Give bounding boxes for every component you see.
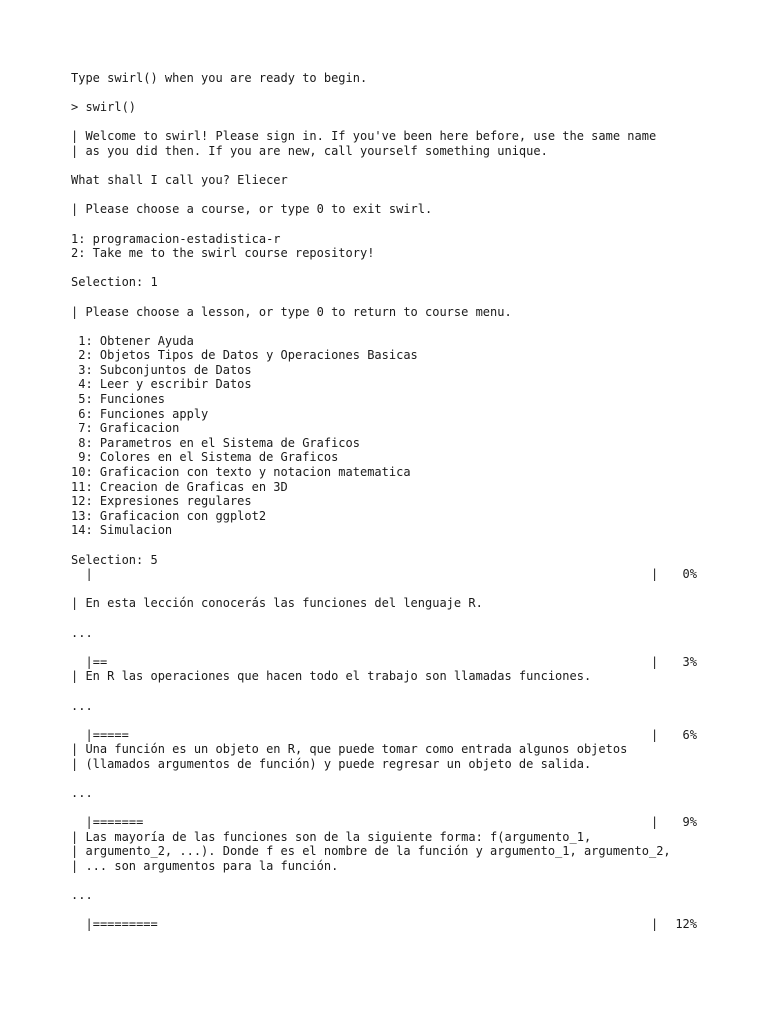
progress-bar-fill: | (85, 567, 93, 582)
console-line: What shall I call you? Eliecer (71, 173, 288, 188)
progress-bar-fill: |== (85, 654, 108, 669)
console-line: 5: Funciones (71, 392, 165, 407)
console-line: | Please choose a lesson, or type 0 to return to course menu. (71, 304, 512, 319)
console-line: 9: Colores en el Sistema de Graficos (71, 450, 339, 465)
progress-bar-end: | (651, 815, 659, 830)
blank-line (71, 903, 711, 918)
console-line: 8: Parametros en el Sistema de Graficos (71, 435, 360, 450)
progress-percent: 3% (682, 654, 697, 669)
progress-percent: 6% (682, 727, 697, 742)
console-line: | ... son argumentos para la función. (71, 859, 339, 874)
console-line: 1: Obtener Ayuda (71, 333, 194, 348)
console-line: Selection: 1 (71, 275, 158, 290)
progress-bar-fill: |======= (85, 815, 144, 830)
console-line: ... (71, 786, 93, 801)
blank-line (71, 188, 711, 203)
console-line: 12: Expresiones regulares (71, 494, 252, 509)
console-line: ... (71, 888, 93, 903)
console-line: > swirl() (71, 100, 137, 115)
lesson-progress-bar (71, 567, 711, 582)
progress-bar-fill: |===== (85, 727, 129, 742)
blank-line (71, 290, 711, 305)
console-line: 10: Graficacion con texto y notacion matematica (71, 465, 411, 480)
console-line: 7: Graficacion (71, 421, 180, 436)
console-line: | Welcome to swirl! Please sign in. If you've been here before, use the same name (71, 129, 657, 144)
blank-line (71, 640, 711, 655)
console-line: 2: Take me to the swirl course repository! (71, 246, 375, 261)
console-line: | Una función es un objeto en R, que puede tomar como entrada algunos objetos (71, 742, 628, 757)
console-line: | argumento_2, ...). Donde f es el nombre de la función y argumento_1, argumento_2, (71, 844, 671, 859)
console-line: 6: Funciones apply (71, 406, 209, 421)
progress-percent: 9% (682, 815, 697, 830)
console-line: | Please choose a course, or type 0 to exit swirl. (71, 202, 433, 217)
lesson-progress-bar (71, 728, 711, 743)
console-line: 11: Creacion de Graficas en 3D (71, 479, 288, 494)
blank-line (71, 874, 711, 889)
progress-bar-end: | (651, 917, 659, 932)
console-line: 4: Leer y escribir Datos (71, 377, 252, 392)
blank-line (71, 217, 711, 232)
lesson-progress-bar (71, 815, 711, 830)
lesson-progress-bar (71, 917, 711, 932)
console-line: Type swirl() when you are ready to begin. (71, 71, 368, 85)
lesson-progress-bar (71, 655, 711, 670)
console-line: 2: Objetos Tipos de Datos y Operaciones Basicas (71, 348, 418, 363)
console-line: | Las mayoría de las funciones son de la siguiente forma: f(argumento_1, (71, 829, 592, 844)
blank-line (71, 319, 711, 334)
blank-line (71, 684, 711, 699)
console-line: 3: Subconjuntos de Datos (71, 362, 252, 377)
console-line: 13: Graficacion con ggplot2 (71, 508, 267, 523)
console-line: | En R las operaciones que hacen todo el trabajo son llamadas funciones. (71, 669, 592, 684)
blank-line (71, 713, 711, 728)
blank-line (71, 611, 711, 626)
console-line: Selection: 5 (71, 552, 158, 567)
blank-line (71, 115, 711, 130)
console-line: | as you did then. If you are new, call yourself something unique. (71, 143, 548, 158)
blank-line (71, 538, 711, 553)
r-console-output (71, 71, 711, 932)
progress-percent: 12% (675, 917, 697, 932)
blank-line (71, 159, 711, 174)
blank-line (71, 261, 711, 276)
console-line: ... (71, 625, 93, 640)
blank-line (71, 86, 711, 101)
blank-line (71, 772, 711, 787)
progress-bar-end: | (651, 727, 659, 742)
console-line: | En esta lección conocerás las funciones del lenguaje R. (71, 596, 483, 611)
console-line: | (llamados argumentos de función) y puede regresar un objeto de salida. (71, 756, 592, 771)
blank-line (71, 801, 711, 816)
progress-percent: 0% (682, 567, 697, 582)
progress-bar-end: | (651, 567, 659, 582)
blank-line (71, 582, 711, 597)
progress-bar-fill: |========= (85, 917, 158, 932)
progress-bar-end: | (651, 654, 659, 669)
console-line: 1: programacion-estadistica-r (71, 231, 281, 246)
console-line: ... (71, 698, 93, 713)
console-line: 14: Simulacion (71, 523, 173, 538)
